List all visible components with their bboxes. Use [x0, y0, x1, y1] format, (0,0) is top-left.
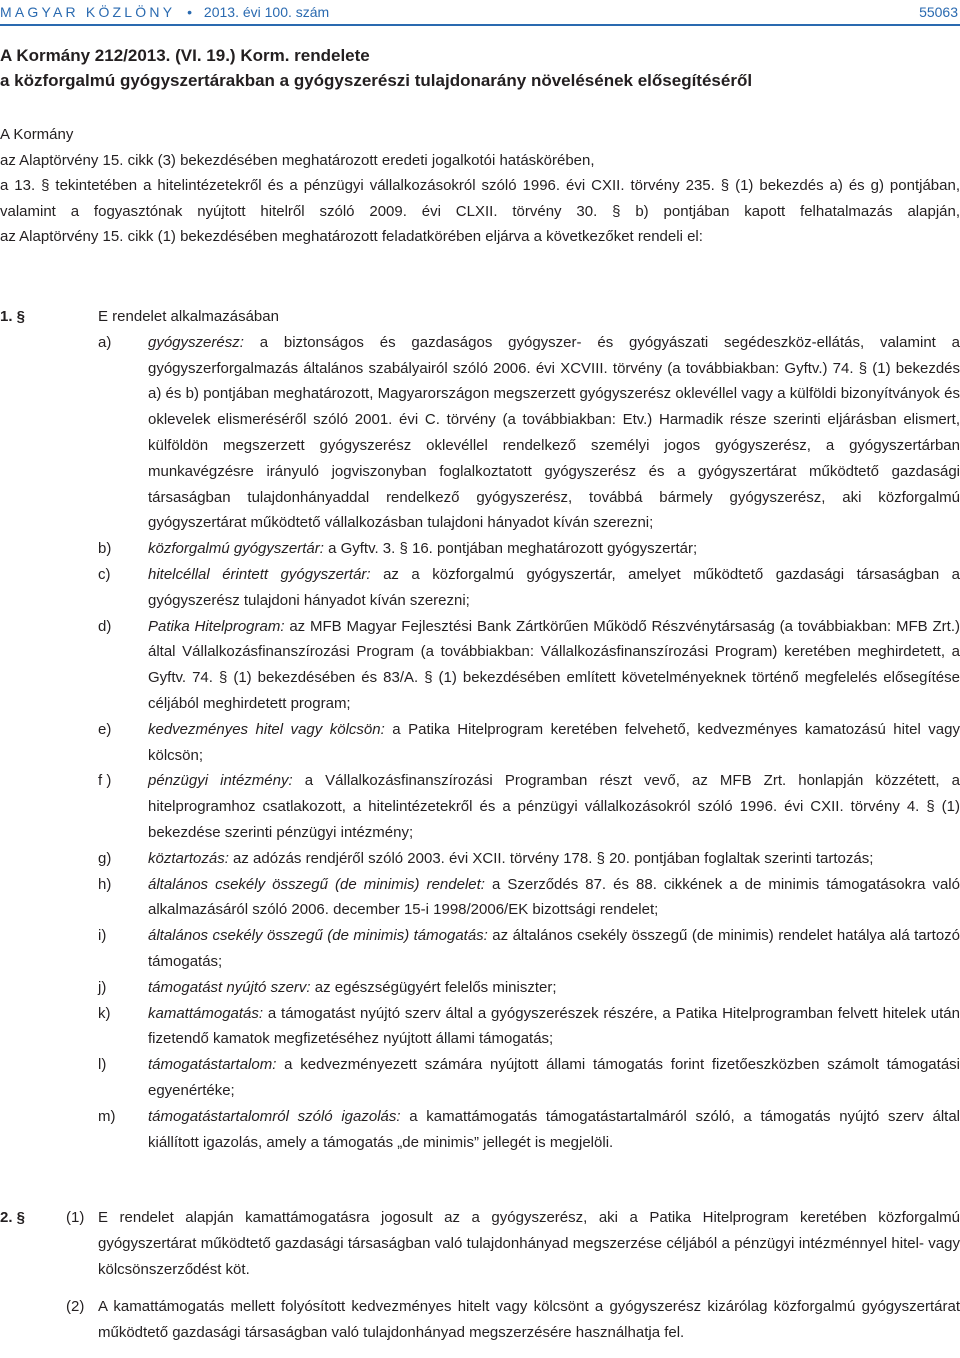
defined-term: általános csekély összegű (de minimis) támogatás:: [148, 927, 488, 945]
preamble-line-2: az Alaptörvény 15. cikk (3) bekezdésében meghatározott eredeti jogalkotói hatáskörében,: [0, 151, 595, 169]
defined-term: Patika Hitelprogram:: [148, 617, 285, 635]
item-body: [148, 1052, 960, 1104]
paragraph: [66, 1294, 960, 1346]
paragraph-label: (1): [66, 1209, 85, 1226]
section-intro: E rendelet alkalmazásában: [98, 308, 279, 325]
definition-item: [98, 330, 960, 536]
item-label: c): [98, 565, 111, 583]
defined-term: támogatástartalomról szóló igazolás:: [148, 1107, 401, 1125]
definition-text: a Patika Hitelprogram keretében felvehető, kedvezményes kamatozású hitel vagy kölcsön;: [148, 720, 960, 764]
publication-name: MAGYAR KÖZLÖNY: [0, 4, 176, 20]
definition-item: [98, 614, 960, 717]
item-label: m): [98, 1107, 116, 1125]
item-body: [148, 717, 960, 769]
defined-term: kamattámogatás:: [148, 1004, 264, 1022]
definition-item: [98, 1104, 960, 1156]
item-label: a): [98, 333, 112, 351]
preamble-line-3: a 13. § tekintetében a hitelintézetekről és a pénzügyi vállalkozásokról szóló 1996. évi CXII. törvény 235. § (1) bekezdés a) és g) pontjában, valamint a fogyasztónak nyújtott hitelről szóló 2009. évi CLXII. törvény 30. § b) pontjában kapott felhatalmazás alapján,: [0, 177, 960, 220]
definition-text: a Vállalkozásfinanszírozási Programban részt vevő, az MFB Zrt. honlapján közzétett, a hitelprogramhoz csatlakozott, a hitelintézetekről és a pénzügyi vállalkozásokról szóló 1996. évi CXII. törvény 4. § (1) bekezdése szerinti pénzügyi intézmény;: [148, 772, 960, 841]
defined-term: támogatástartalom:: [148, 1056, 277, 1074]
item-body: [148, 536, 960, 562]
definition-item: [98, 536, 960, 562]
section-number: 1. §: [0, 308, 26, 325]
defined-term: támogatást nyújtó szerv:: [148, 978, 311, 996]
defined-term: pénzügyi intézmény:: [148, 772, 293, 790]
definition-item: [98, 1052, 960, 1104]
definition-text: az adózás rendjéről szóló 2003. évi XCII. törvény 178. § 20. pontjában foglaltak szerinti tartozás;: [228, 849, 874, 867]
section-2: [0, 1205, 960, 1358]
issue-number: 2013. évi 100. szám: [203, 4, 330, 20]
definition-text: a kedvezményezett számára nyújtott állami támogatás forint fizetőeszközben számolt támogatási egyenértéke;: [148, 1056, 960, 1099]
item-label: l): [98, 1056, 107, 1074]
defined-term: közforgalmú gyógyszertár:: [148, 540, 324, 558]
item-label: b): [98, 540, 112, 558]
header-rule: [0, 24, 960, 26]
preamble: [0, 122, 960, 250]
item-label: d): [98, 617, 112, 635]
definition-item: [98, 846, 960, 872]
definition-item: [98, 975, 960, 1001]
header-bullet: •: [187, 4, 193, 20]
item-label: f ): [98, 772, 112, 790]
item-body: [148, 1001, 960, 1053]
preamble-line-4: az Alaptörvény 15. cikk (1) bekezdésében meghatározott feladatkörében eljárva a következőket rendeli el:: [0, 228, 703, 245]
paragraph: [66, 1205, 960, 1282]
definition-item: [98, 562, 960, 614]
definition-text: az egészségügyért felelős miniszter;: [310, 978, 557, 996]
definition-text: a Szerződés 87. és 88. cikkének a de minimis támogatásokra való alkalmazásáról szóló 2006. december 15-i 1998/2006/EK bizottsági rendelet;: [148, 875, 960, 919]
section-number: 2. §: [0, 1209, 26, 1226]
definition-list: [0, 330, 960, 1156]
paragraph-list: [0, 1205, 960, 1346]
item-body: [148, 562, 960, 614]
item-body: [148, 923, 960, 975]
definition-item: [98, 872, 960, 924]
item-body: [148, 1104, 960, 1156]
definition-text: az MFB Magyar Fejlesztési Bank Zártkörűen Működő Részvénytársaság (a továbbiakban: MFB Zrt.) által Vállalkozásfinanszírozási Program (a továbbiakban: Vállalkozásfinanszírozási Program) keretében meghirdetett, a Gyftv. 74. § (1) bekezdésében és 83/A. § (1) bekezdésében említett követelményeknek történő megfelelés elősegítése céljából meghirdetett program;: [148, 617, 960, 712]
paragraph-label: (2): [66, 1298, 85, 1316]
page-number: 55063: [919, 4, 958, 20]
preamble-line-1: A Kormány: [0, 126, 74, 143]
paragraph-text: E rendelet alapján kamattámogatásra jogosult az a gyógyszerész, aki a Patika Hitelprogram keretében közforgalmú gyógyszertárat működtető gazdasági társaságban való tulajdonhányad megszerzése céljából a pénzügyi intézménnyel hitel- vagy kölcsönszerződést köt.: [98, 1209, 960, 1278]
definition-text: a támogatást nyújtó szerv által a gyógyszerészek részére, a Patika Hitelprogramban felvett hitelek után fizetendő kamatok megfizetéséhez nyújtott állami támogatás;: [148, 1004, 960, 1048]
defined-term: általános csekély összegű (de minimis) rendelet:: [148, 875, 485, 893]
definition-item: [98, 1001, 960, 1053]
definition-item: [98, 717, 960, 769]
item-body: [148, 330, 960, 536]
item-body: [148, 975, 960, 1001]
definition-item: [98, 768, 960, 845]
defined-term: hitelcéllal érintett gyógyszertár:: [148, 565, 371, 583]
paragraph-text: A kamattámogatás mellett folyósított kedvezményes hitelt vagy kölcsönt a gyógyszerész kizárólag közforgalmú gyógyszertárat működtető gazdasági társaságban való tulajdonhányad megszerzésére használhatja fel.: [98, 1298, 960, 1342]
item-body: [148, 614, 960, 717]
running-header: [0, 3, 960, 21]
decree-title: [0, 43, 960, 93]
item-label: j): [98, 978, 107, 996]
definition-item: [98, 923, 960, 975]
defined-term: kedvezményes hitel vagy kölcsön:: [148, 720, 385, 738]
defined-term: köztartozás:: [148, 849, 229, 867]
item-label: h): [98, 875, 112, 893]
definition-text: a Gyftv. 3. § 16. pontjában meghatározott gyógyszertár;: [323, 540, 698, 558]
item-label: g): [98, 849, 112, 867]
title-line-2: a közforgalmú gyógyszertárakban a gyógyszerészi tulajdonarány növelésének elősegítéséről: [0, 71, 753, 90]
item-label: i): [98, 927, 107, 945]
definition-text: az általános csekély összegű (de minimis) rendelet hatálya alá tartozó támogatás;: [148, 927, 960, 970]
definition-text: a kamattámogatás támogatástartalmáról szóló, a támogatás nyújtó szerv által kiállított igazolás, amely a támogatás „de minimis” jellegét is megjelöli.: [148, 1107, 960, 1151]
item-label: k): [98, 1004, 111, 1022]
item-label: e): [98, 720, 112, 738]
item-body: [148, 846, 960, 872]
defined-term: gyógyszerész:: [148, 333, 244, 351]
title-line-1: A Kormány 212/2013. (VI. 19.) Korm. rendelete: [0, 46, 370, 65]
item-body: [148, 872, 960, 924]
definition-text: a biztonságos és gazdaságos gyógyszer- és gyógyászati segédeszköz-ellátás, valamint a gyógyszerforgalmazás általános szabályairól szóló 2006. évi XCVIII. törvény (a továbbiakban: Gyftv.) 74. § (1) bekezdés a) és b) pontjában meghatározott, Magyarországon megszerzett gyógyszerész oklevéllel vagy a külföldi bizonyítványok és oklevelek elismeréséről szóló 2001. évi C. törvény (a továbbiakban: Etv.) Harmadik része szerinti eljárásban elismert, külföldön megszerzett gyógyszerész oklevéllel rendelkező személyi jogos gyógyszerész, a gyógyszertárban munkavégzésre irányuló jogviszonyban foglalkoztatott gyógyszerész és a gyógyszertárat működtető gazdasági társaságban tulajdonhányaddal rendelkező gyógyszerész, továbbá bármely gyógyszerész, aki közforgalmú gyógyszertárat működtető vállalkozásban tulajdoni hányadot kíván szerezni;: [148, 333, 960, 532]
item-body: [148, 768, 960, 845]
definition-text: az a közforgalmú gyógyszertár, amelyet működtető gazdasági társaságban a gyógyszerész tulajdoni hányadot kíván szerezni;: [148, 565, 960, 609]
section-1: [0, 304, 960, 1155]
